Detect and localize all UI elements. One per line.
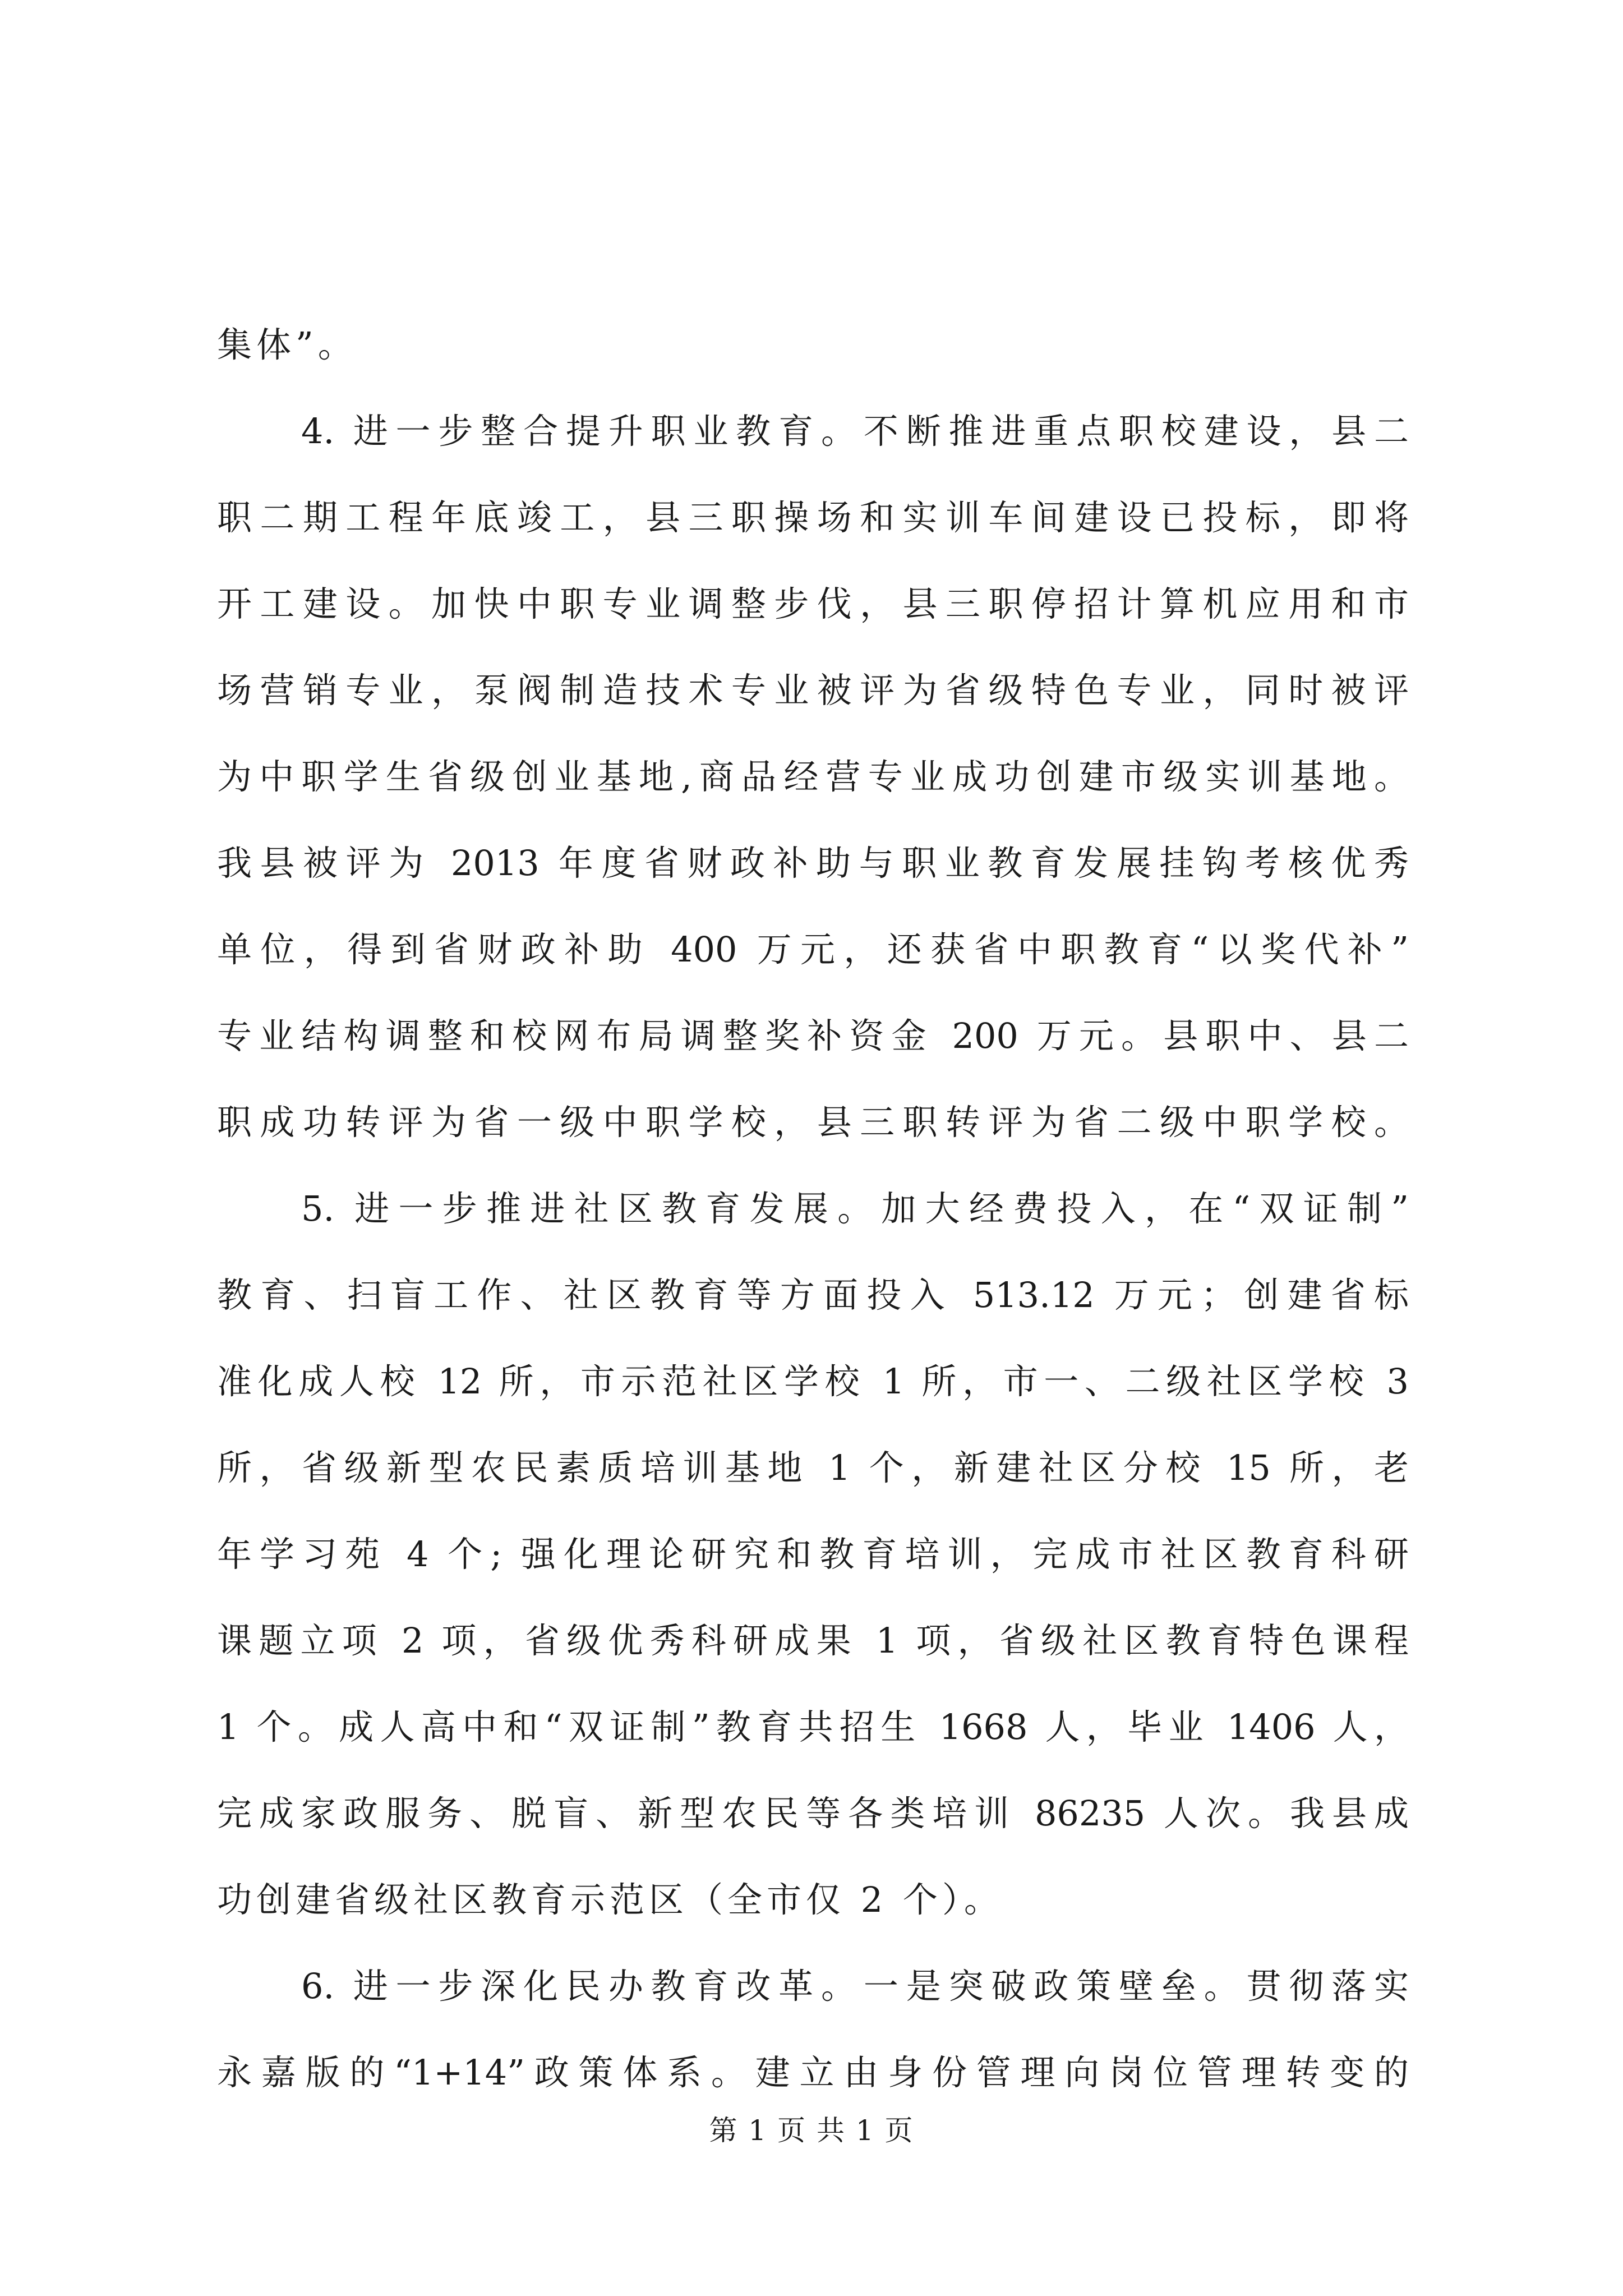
text-line: 单位，得到省财政补助 400 万元，还获省中职教育“以奖代补” bbox=[217, 929, 1409, 970]
text-line: 教育、扫盲工作、社区教育等方面投入 513.12 万元；创建省标 bbox=[217, 1274, 1409, 1315]
text-line: 为中职学生省级创业基地,商品经营专业成功创建市级实训基地。 bbox=[217, 756, 1409, 797]
text-line: 场营销专业，泵阀制造技术专业被评为省级特色专业，同时被评 bbox=[217, 670, 1409, 711]
text-line: 1 个。成人高中和“双证制”教育共招生 1668 人，毕业 1406 人， bbox=[217, 1706, 1409, 1747]
text-line: 准化成人校 12 所，市示范社区学校 1 所，市一、二级社区学校 3 bbox=[217, 1361, 1409, 1402]
text-line: 职二期工程年底竣工，县三职操场和实训车间建设已投标，即将 bbox=[217, 497, 1409, 538]
text-line: 功创建省级社区教育示范区（全市仅 2 个）。 bbox=[217, 1879, 1003, 1920]
section-heading-line: 4. 进一步整合提升职业教育。不断推进重点职校建设，县二 bbox=[301, 411, 1409, 452]
section-heading-line: 5. 进一步推进社区教育发展。加大经费投入，在“双证制” bbox=[301, 1188, 1409, 1229]
section-heading-line: 6. 进一步深化民办教育改革。一是突破政策壁垒。贯彻落实 bbox=[301, 1966, 1409, 2007]
text-line: 完成家政服务、脱盲、新型农民等各类培训 86235 人次。我县成 bbox=[217, 1793, 1409, 1834]
text-line: 我县被评为 2013 年度省财政补助与职业教育发展挂钩考核优秀 bbox=[217, 843, 1409, 884]
text-line: 永嘉版的“1+14”政策体系。建立由身份管理向岗位管理转变的 bbox=[217, 2052, 1409, 2093]
text-line: 课题立项 2 项，省级优秀科研成果 1 项，省级社区教育特色课程 bbox=[217, 1620, 1409, 1661]
text-line: 所，省级新型农民素质培训基地 1 个，新建社区分校 15 所，老 bbox=[217, 1447, 1409, 1488]
body-text bbox=[217, 302, 1409, 2116]
text-line: 集体”。 bbox=[217, 324, 357, 365]
text-line: 开工建设。加快中职专业调整步伐，县三职停招计算机应用和市 bbox=[217, 583, 1409, 624]
page-number-label: 第 1 页 共 1 页 bbox=[709, 2114, 914, 2147]
text-line: 职成功转评为省一级中职学校，县三职转评为省二级中职学校。 bbox=[217, 1102, 1409, 1143]
page-footer bbox=[0, 2108, 1623, 2148]
text-line: 年学习苑 4 个; 强化理论研究和教育培训，完成市社区教育科研 bbox=[217, 1534, 1409, 1575]
text-line: 专业结构调整和校网布局调整奖补资金 200 万元。县职中、县二 bbox=[217, 1015, 1409, 1056]
